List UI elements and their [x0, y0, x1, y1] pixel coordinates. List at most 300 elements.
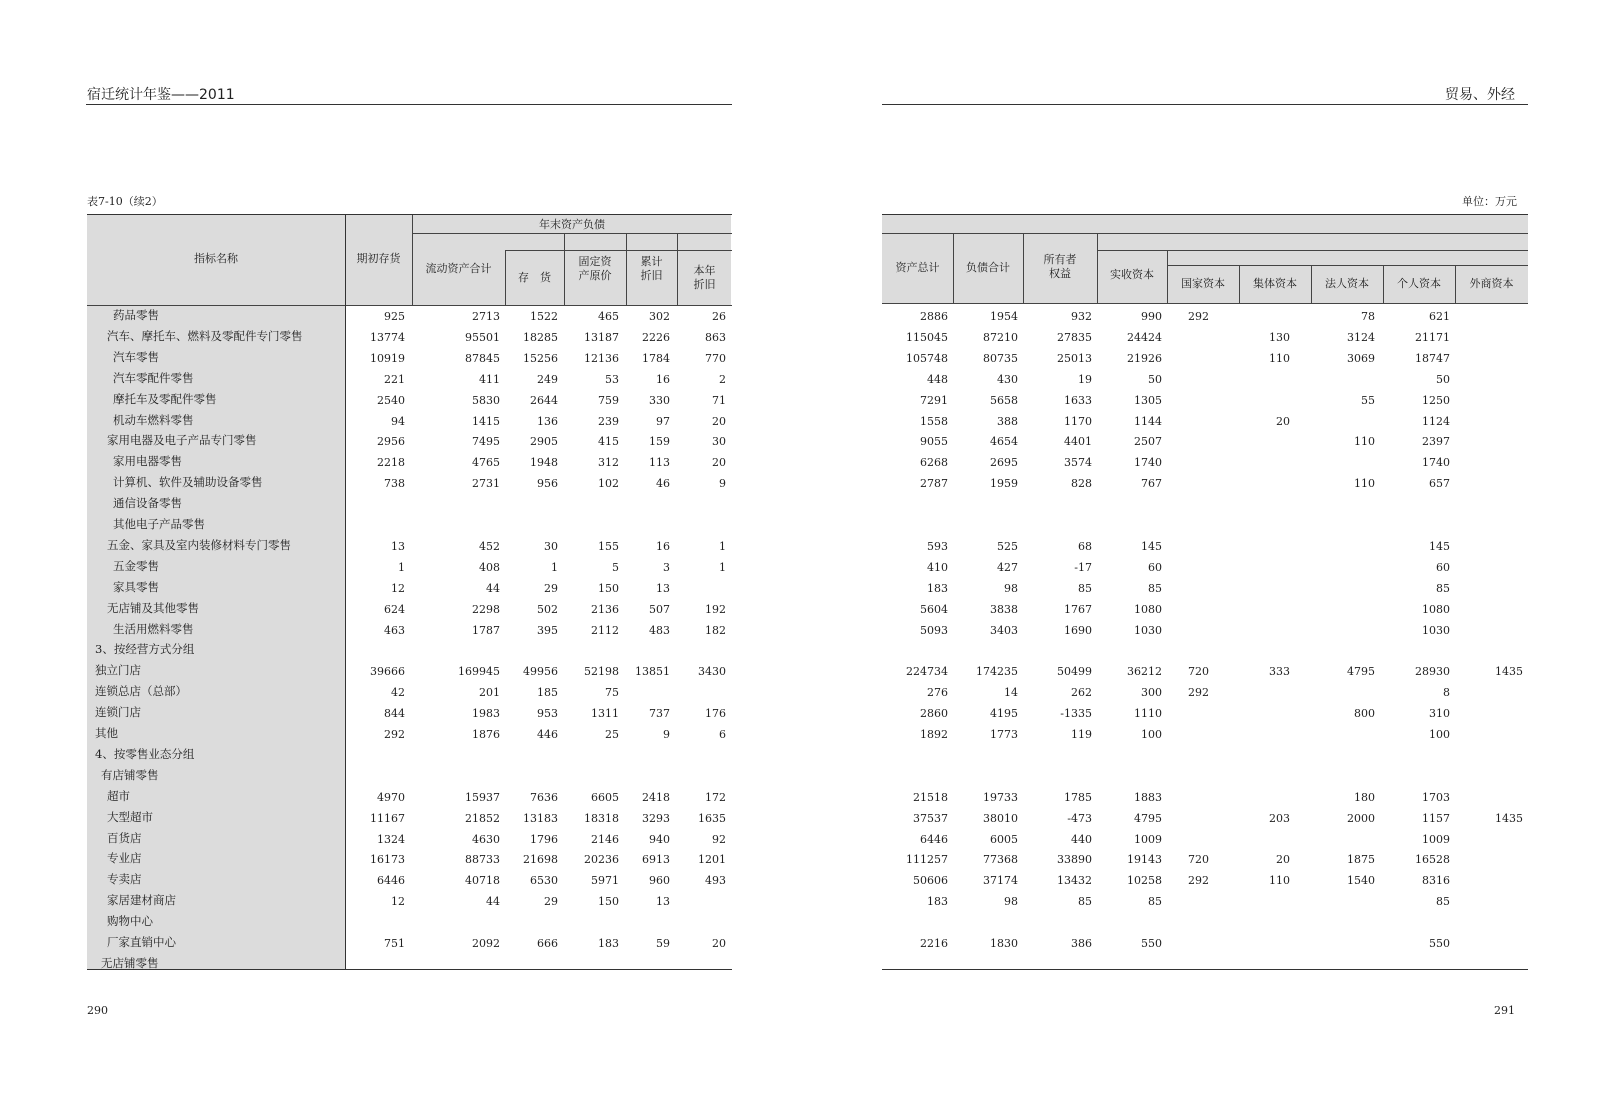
table-cell: 7636 [530, 791, 558, 804]
table-cell: 9 [663, 728, 670, 741]
table-cell: -17 [1074, 561, 1092, 574]
table-cell: 38010 [983, 812, 1018, 825]
row-label: 独立门店 [95, 663, 141, 677]
page-number-left: 290 [87, 1004, 108, 1017]
row-label: 厂家直销中心 [107, 935, 176, 949]
header-fixed-assets: 固定资 产原价 [578, 255, 612, 282]
header-year-end-group: 年末资产负债 [539, 218, 605, 231]
row-label: 通信设备零售 [113, 496, 182, 510]
table-cell: 145 [1141, 540, 1162, 553]
table-cell: 4765 [472, 456, 500, 469]
table-cell: 4195 [990, 707, 1018, 720]
table-cell: 27835 [1057, 331, 1092, 344]
table-cell: 1311 [591, 707, 619, 720]
table-cell: 9 [719, 477, 726, 490]
table-cell: 990 [1141, 310, 1162, 323]
table-cell: 25013 [1057, 352, 1092, 365]
table-cell: 1690 [1064, 624, 1092, 637]
table-cell: 130 [1269, 331, 1290, 344]
table-cell: 20236 [584, 853, 619, 866]
table-cell: 71 [712, 394, 726, 407]
table-cell: 333 [1269, 665, 1290, 678]
table-cell: 12 [391, 582, 405, 595]
table-cell: 759 [598, 394, 619, 407]
table-cell: 2731 [472, 477, 500, 490]
table-cell: 6530 [530, 874, 558, 887]
table-cell: 10258 [1127, 874, 1162, 887]
table-cell: 3430 [698, 665, 726, 678]
table-cell: 2298 [472, 603, 500, 616]
table-cell: 8 [1443, 686, 1450, 699]
table-cell: 3124 [1347, 331, 1375, 344]
row-label: 无店铺零售 [101, 956, 159, 970]
table-cell: 102 [598, 477, 619, 490]
table-cell: 430 [997, 373, 1018, 386]
table-cell: 502 [537, 603, 558, 616]
table-cell: 136 [537, 415, 558, 428]
table-cell: 1830 [990, 937, 1018, 950]
table-cell: 1305 [1134, 394, 1162, 407]
table-cell: 145 [1429, 540, 1450, 553]
table-cell: 4401 [1064, 435, 1092, 448]
group-underline [412, 233, 732, 234]
table-cell: 666 [537, 937, 558, 950]
table-cell: 1 [398, 561, 405, 574]
table-cell: 6913 [642, 853, 670, 866]
table-cell: 155 [598, 540, 619, 553]
right-subgroup-underline-2 [1167, 265, 1528, 266]
table-cell: 2905 [530, 435, 558, 448]
table-cell: 2092 [472, 937, 500, 950]
table-cell: 18747 [1415, 352, 1450, 365]
table-cell: 169945 [458, 665, 500, 678]
table-cell: 20 [712, 415, 726, 428]
table-cell: 53 [605, 373, 619, 386]
table-cell: 174235 [976, 665, 1018, 678]
table-cell: 408 [479, 561, 500, 574]
page-number-right: 291 [1494, 1004, 1515, 1017]
table-cell: 1959 [990, 477, 1018, 490]
table-cell: 940 [649, 833, 670, 846]
row-label: 无店铺及其他零售 [107, 601, 199, 615]
row-label: 五金、家具及室内装修材料专门零售 [107, 538, 291, 552]
table-cell: 863 [705, 331, 726, 344]
table-cell: 183 [927, 582, 948, 595]
table-cell: 100 [1141, 728, 1162, 741]
row-label: 连锁门店 [95, 705, 141, 719]
table-cell: 28930 [1415, 665, 1450, 678]
table-cell: 40718 [465, 874, 500, 887]
table-cell: 2112 [591, 624, 619, 637]
table-cell: 2956 [377, 435, 405, 448]
table-cell: 59 [656, 937, 670, 950]
table-cell: 98 [1004, 895, 1018, 908]
table-cell: 36212 [1127, 665, 1162, 678]
row-label: 连锁总店（总部） [95, 684, 187, 698]
table-cell: 185 [537, 686, 558, 699]
table-cell: 276 [927, 686, 948, 699]
row-label: 家居建材商店 [107, 893, 176, 907]
row-label: 其他电子产品零售 [113, 517, 205, 531]
table-cell: 448 [927, 373, 948, 386]
table-cell: 201 [479, 686, 500, 699]
left-running-header: 宿迁统计年鉴——2011 [87, 87, 235, 103]
table-cell: 624 [384, 603, 405, 616]
table-cell: 3574 [1064, 456, 1092, 469]
header-total-assets: 资产总计 [895, 261, 940, 274]
table-cell: 292 [1188, 686, 1209, 699]
table-cell: 20 [1276, 853, 1290, 866]
table-cell: 13 [391, 540, 405, 553]
table-cell: 95501 [465, 331, 500, 344]
right-header-bottom-rule [882, 303, 1528, 304]
table-cell: 150 [598, 895, 619, 908]
table-cell: 249 [537, 373, 558, 386]
table-cell: 1522 [530, 310, 558, 323]
table-cell: 39666 [370, 665, 405, 678]
table-cell: 26 [712, 310, 726, 323]
table-cell: 493 [705, 874, 726, 887]
table-cell: 85 [1148, 895, 1162, 908]
table-cell: 183 [598, 937, 619, 950]
table-cell: 78 [1361, 310, 1375, 323]
header-opening-inventory: 期初存货 [356, 252, 401, 265]
table-cell: 3293 [642, 812, 670, 825]
row-label: 百货店 [107, 831, 142, 845]
table-cell: 1785 [1064, 791, 1092, 804]
table-cell: 770 [705, 352, 726, 365]
table-cell: 1983 [472, 707, 500, 720]
table-cell: 7495 [472, 435, 500, 448]
table-cell: 2860 [920, 707, 948, 720]
table-cell: 1030 [1134, 624, 1162, 637]
table-cell: 85 [1436, 582, 1450, 595]
table-cell: 1883 [1134, 791, 1162, 804]
table-cell: 21926 [1127, 352, 1162, 365]
table-cell: 21852 [465, 812, 500, 825]
row-label: 汽车零配件零售 [113, 371, 194, 385]
table-cell: 6268 [920, 456, 948, 469]
table-cell: 1201 [698, 853, 726, 866]
row-label: 大型超市 [107, 810, 153, 824]
table-cell: 150 [598, 582, 619, 595]
table-cell: 13 [656, 895, 670, 908]
table-cell: 13851 [635, 665, 670, 678]
table-cell: 24424 [1127, 331, 1162, 344]
table-cell: 292 [1188, 874, 1209, 887]
table-cell: 16 [656, 373, 670, 386]
table-cell: 1787 [472, 624, 500, 637]
table-cell: 13774 [370, 331, 405, 344]
table-cell: 463 [384, 624, 405, 637]
table-cell: 388 [997, 415, 1018, 428]
table-cell: 25 [605, 728, 619, 741]
table-cell: 1948 [530, 456, 558, 469]
table-cell: 46 [656, 477, 670, 490]
table-cell: 844 [384, 707, 405, 720]
table-cell: 50 [1436, 373, 1450, 386]
table-cell: 3069 [1347, 352, 1375, 365]
table-cell: 16 [656, 540, 670, 553]
table-cell: 828 [1071, 477, 1092, 490]
row-label: 购物中心 [107, 914, 153, 928]
table-cell: 4630 [472, 833, 500, 846]
table-cell: 8316 [1422, 874, 1450, 887]
table-cell: 1110 [1134, 707, 1162, 720]
table-cell: 2644 [530, 394, 558, 407]
table-cell: 159 [649, 435, 670, 448]
table-cell: 1080 [1134, 603, 1162, 616]
table-cell: 44 [486, 895, 500, 908]
table-cell: 12136 [584, 352, 619, 365]
table-cell: 720 [1188, 665, 1209, 678]
table-cell: 5 [612, 561, 619, 574]
table-cell: 2507 [1134, 435, 1162, 448]
table-cell: 55 [1361, 394, 1375, 407]
table-cell: 415 [598, 435, 619, 448]
table-cell: 20 [712, 456, 726, 469]
table-cell: 300 [1141, 686, 1162, 699]
name-divider [345, 215, 346, 969]
table-cell: 4970 [377, 791, 405, 804]
unit-label: 单位：万元 [1462, 195, 1517, 208]
table-cell: 956 [537, 477, 558, 490]
right-running-header: 贸易、外经 [1445, 87, 1515, 103]
row-label: 家用电器零售 [113, 454, 182, 468]
table-cell: 85 [1436, 895, 1450, 908]
table-cell: 2397 [1422, 435, 1450, 448]
table-cell: 1767 [1064, 603, 1092, 616]
row-label: 专业店 [107, 851, 142, 865]
table-cell: 657 [1429, 477, 1450, 490]
row-label: 机动车燃料零售 [113, 413, 194, 427]
table-cell: 932 [1071, 310, 1092, 323]
right-header-rule [882, 104, 1528, 105]
table-cell: 1633 [1064, 394, 1092, 407]
table-cell: 1009 [1422, 833, 1450, 846]
table-cell: 1435 [1495, 812, 1523, 825]
table-cell: 2787 [920, 477, 948, 490]
table-cell: 21698 [523, 853, 558, 866]
left-header-rule [86, 104, 732, 105]
table-cell: 1740 [1134, 456, 1162, 469]
table-cell: 5093 [920, 624, 948, 637]
subgroup-underline [505, 250, 732, 251]
table-cell: 720 [1188, 853, 1209, 866]
table-cell: 262 [1071, 686, 1092, 699]
table-cell: 16173 [370, 853, 405, 866]
left-top-rule [87, 214, 732, 215]
header-current-assets: 流动资产合计 [425, 262, 492, 275]
table-cell: 1080 [1422, 603, 1450, 616]
table-cell: 15937 [465, 791, 500, 804]
table-cell: 7291 [920, 394, 948, 407]
header-inventory: 存 货 [518, 271, 551, 284]
table-cell: 19 [1078, 373, 1092, 386]
table-cell: 11167 [370, 812, 405, 825]
table-cell: 33890 [1057, 853, 1092, 866]
table-cell: 737 [649, 707, 670, 720]
table-cell: 767 [1141, 477, 1162, 490]
table-cell: 19733 [983, 791, 1018, 804]
table-cell: 2000 [1347, 812, 1375, 825]
table-cell: 20 [1276, 415, 1290, 428]
table-cell: 192 [705, 603, 726, 616]
header-accum-dep: 累计 折旧 [640, 255, 663, 282]
header-total-liabilities: 负债合计 [966, 261, 1010, 274]
row-label: 生活用燃料零售 [113, 622, 194, 636]
table-cell: 13 [656, 582, 670, 595]
table-cell: -1335 [1060, 707, 1092, 720]
table-cell: 925 [384, 310, 405, 323]
table-cell: 1170 [1064, 415, 1092, 428]
table-cell: 302 [649, 310, 670, 323]
table-cell: 3403 [990, 624, 1018, 637]
table-cell: 2136 [591, 603, 619, 616]
table-cell: 88733 [465, 853, 500, 866]
table-cell: 738 [384, 477, 405, 490]
table-cell: 5971 [591, 874, 619, 887]
table-cell: 110 [1269, 874, 1290, 887]
table-cell: 1773 [990, 728, 1018, 741]
table-cell: 85 [1078, 895, 1092, 908]
table-cell: 1124 [1422, 415, 1450, 428]
right-group-underline [882, 233, 1528, 234]
table-cell: 111257 [906, 853, 948, 866]
table-cell: 1 [719, 540, 726, 553]
table-cell: 13187 [584, 331, 619, 344]
table-cell: 50499 [1057, 665, 1092, 678]
table-cell: 2713 [472, 310, 500, 323]
row-label: 超市 [107, 789, 130, 803]
table-cell: 292 [384, 728, 405, 741]
table-cell: 50606 [913, 874, 948, 887]
table-cell: 94 [391, 415, 405, 428]
table-cell: 1703 [1422, 791, 1450, 804]
table-cell: -473 [1067, 812, 1092, 825]
table-cell: 953 [537, 707, 558, 720]
table-cell: 224734 [906, 665, 948, 678]
table-cell: 87845 [465, 352, 500, 365]
table-cell: 1009 [1134, 833, 1162, 846]
table-cell: 2886 [920, 310, 948, 323]
left-bottom-rule [87, 969, 732, 970]
table-cell: 395 [537, 624, 558, 637]
table-cell: 12 [391, 895, 405, 908]
table-cell: 30 [544, 540, 558, 553]
table-cell: 1635 [698, 812, 726, 825]
left-header-bottom-rule [87, 305, 732, 306]
table-cell: 2146 [591, 833, 619, 846]
table-cell: 1954 [990, 310, 1018, 323]
table-cell: 29 [544, 895, 558, 908]
table-cell: 410 [927, 561, 948, 574]
table-cell: 105748 [906, 352, 948, 365]
row-label: 3、按经营方式分组 [95, 642, 195, 656]
table-cell: 1157 [1422, 812, 1450, 825]
table-cell: 239 [598, 415, 619, 428]
header-legal-capital: 法人资本 [1325, 277, 1369, 290]
table-cell: 386 [1071, 937, 1092, 950]
table-cell: 85 [1148, 582, 1162, 595]
row-label: 计算机、软件及辅助设备零售 [113, 475, 263, 489]
row-label: 汽车、摩托车、燃料及零配件专门零售 [107, 329, 303, 343]
header-year-dep: 本年 折旧 [693, 264, 716, 291]
row-label: 摩托车及零配件零售 [113, 392, 217, 406]
right-bottom-rule [882, 969, 1528, 970]
table-cell: 1 [719, 561, 726, 574]
table-cell: 37174 [983, 874, 1018, 887]
table-cell: 19143 [1127, 853, 1162, 866]
table-cell: 44 [486, 582, 500, 595]
row-label: 其他 [95, 726, 118, 740]
table-cell: 6446 [920, 833, 948, 846]
table-cell: 18285 [523, 331, 558, 344]
table-cell: 15256 [523, 352, 558, 365]
table-cell: 119 [1071, 728, 1092, 741]
table-cell: 312 [598, 456, 619, 469]
table-cell: 1892 [920, 728, 948, 741]
table-cell: 6446 [377, 874, 405, 887]
table-cell: 1435 [1495, 665, 1523, 678]
table-cell: 452 [479, 540, 500, 553]
table-cell: 97 [656, 415, 670, 428]
header-owners-equity: 所有者 权益 [1043, 253, 1077, 280]
table-cell: 29 [544, 582, 558, 595]
table-cell: 1 [551, 561, 558, 574]
right-top-rule [882, 214, 1528, 215]
table-cell: 3838 [990, 603, 1018, 616]
header-foreign-capital: 外商资本 [1469, 277, 1514, 290]
table-cell: 621 [1429, 310, 1450, 323]
table-cell: 172 [705, 791, 726, 804]
table-cell: 4654 [990, 435, 1018, 448]
table-id: 表7-10（续2） [87, 195, 163, 208]
table-cell: 6605 [591, 791, 619, 804]
table-cell: 411 [479, 373, 500, 386]
row-label: 4、按零售业态分组 [95, 747, 195, 761]
table-cell: 5830 [472, 394, 500, 407]
table-cell: 52198 [584, 665, 619, 678]
table-cell: 1144 [1134, 415, 1162, 428]
table-cell: 1784 [642, 352, 670, 365]
table-cell: 2216 [920, 937, 948, 950]
table-cell: 75 [605, 686, 619, 699]
table-cell: 550 [1141, 937, 1162, 950]
table-cell: 593 [927, 540, 948, 553]
table-cell: 18318 [584, 812, 619, 825]
table-cell: 30 [712, 435, 726, 448]
table-cell: 110 [1354, 477, 1375, 490]
row-label: 汽车零售 [113, 350, 159, 364]
table-cell: 292 [1188, 310, 1209, 323]
table-cell: 525 [997, 540, 1018, 553]
header-paid-capital: 实收资本 [1110, 268, 1154, 281]
row-label: 五金零售 [113, 559, 159, 573]
table-cell: 6 [719, 728, 726, 741]
table-cell: 1558 [920, 415, 948, 428]
table-cell: 16528 [1415, 853, 1450, 866]
row-label: 有店铺零售 [101, 768, 159, 782]
row-label: 专卖店 [107, 872, 142, 886]
table-cell: 2226 [642, 331, 670, 344]
table-cell: 465 [598, 310, 619, 323]
table-cell: 960 [649, 874, 670, 887]
right-subgroup-underline [1097, 250, 1528, 251]
table-cell: 37537 [913, 812, 948, 825]
row-label: 家用电器及电子产品专门零售 [107, 433, 257, 447]
header-collective-capital: 集体资本 [1253, 277, 1297, 290]
